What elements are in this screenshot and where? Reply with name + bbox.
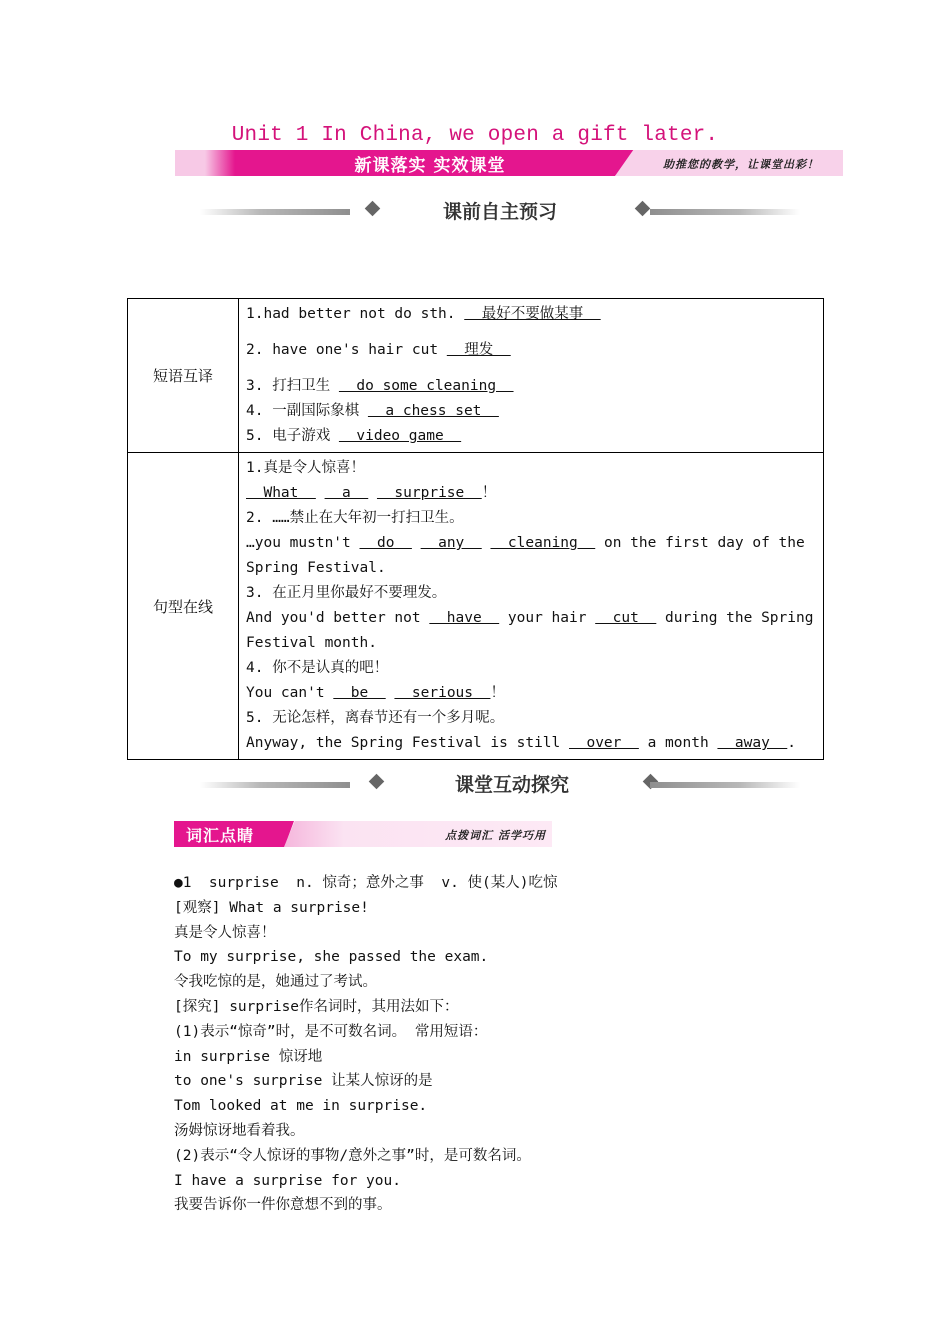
list-item: 3. 打扫卫生 do some cleaning xyxy=(246,378,514,394)
section-title: 课堂互动探究 xyxy=(454,774,569,796)
row-label: 短语互译 xyxy=(128,299,239,453)
body-line: 汤姆惊讶地看着我。 xyxy=(174,1122,305,1139)
preview-table xyxy=(127,298,824,760)
body-line: Tom looked at me in surprise. xyxy=(174,1098,428,1115)
answer-blank: serious xyxy=(394,685,491,701)
table-row xyxy=(128,299,824,453)
body-line: (1)表示“惊奇”时，是不可数名词。 常用短语： xyxy=(174,1023,488,1040)
body-line: to one's surprise 让某人惊讶的是 xyxy=(174,1073,433,1090)
answer-blank: cut xyxy=(595,610,657,626)
answer-blank: surprise xyxy=(376,485,482,501)
answer-blank: have xyxy=(429,610,500,626)
answer-blank: over xyxy=(569,735,639,751)
banner-tagline: 助推您的教学，让课堂出彩！ xyxy=(663,158,819,171)
answer-blank: do some cleaning xyxy=(338,378,514,394)
answer-blank: do xyxy=(359,535,412,551)
body-line: 我要告诉你一件你意想不到的事。 xyxy=(174,1197,392,1214)
section-header-preview xyxy=(200,197,800,227)
body-line: 令我吃惊的是，她通过了考试。 xyxy=(174,974,377,991)
answer-blank: What xyxy=(246,485,316,501)
sentences-cell: 1.真是令人惊喜！ What a surprise ！ 2. ……禁止在大年初一打扫卫生。 …you mustn't do any cleaning on the first day of the Spring Festival. 3. 在正月里你最好不要理发。 And you'd better not have your hair cut during the Spring Festival month. 4. 你不是认真的吧！ You can't be serious ！ 5. 无论怎样，离春节还有一个多月呢。 Anyway, the Spring Festival is still over a month away . xyxy=(239,453,824,760)
body-line: I have a surprise for you. xyxy=(174,1172,401,1189)
answer-blank: be xyxy=(333,685,386,701)
list-item: 5. 电子游戏 video game xyxy=(246,428,462,444)
body-line: ●1 surprise n. 惊奇；意外之事 v. 使(某人)吃惊 xyxy=(174,875,558,891)
answer-blank: video game xyxy=(338,428,462,444)
answer-blank: cleaning xyxy=(490,535,596,551)
answer-blank: 理发 xyxy=(446,342,511,358)
answer-blank: 最好不要做某事 xyxy=(464,306,601,322)
row-label: 句型在线 xyxy=(128,453,239,760)
answer-blank: a xyxy=(324,485,369,501)
answer-blank: a chess set xyxy=(367,403,499,419)
list-item: 1.had better not do sth. 最好不要做某事 xyxy=(246,306,601,322)
vocab-body xyxy=(174,871,874,1218)
phrases-cell xyxy=(239,299,824,453)
vocab-title: 词汇点睛 xyxy=(186,826,255,845)
body-line: in surprise 惊讶地 xyxy=(174,1048,323,1065)
body-line: To my surprise, she passed the exam. xyxy=(174,949,489,966)
body-line: (2)表示“令人惊讶的事物/意外之事”时，是可数名词。 xyxy=(174,1147,531,1164)
body-line: [观察] What a surprise! xyxy=(174,899,369,916)
divider-line xyxy=(650,209,800,215)
vocab-tag xyxy=(174,821,552,847)
banner-slogan: 新课落实 实效课堂 xyxy=(354,156,506,176)
section-header-interactive xyxy=(200,770,800,800)
answer-blank: any xyxy=(420,535,482,551)
vocab-subtitle: 点拨词汇 活学巧用 xyxy=(445,829,546,842)
divider-line xyxy=(650,782,800,788)
section-title: 课前自主预习 xyxy=(442,201,557,223)
answer-blank: away xyxy=(717,735,788,751)
body-line: [探究] surprise作名词时，其用法如下： xyxy=(174,998,459,1015)
course-banner xyxy=(175,150,843,176)
table-row xyxy=(128,453,824,760)
list-item: 4. 一副国际象棋 a chess set xyxy=(246,403,499,419)
unit-title: Unit 1 In China, we open a gift later. xyxy=(231,124,719,147)
list-item: 2. have one's hair cut 理发 xyxy=(246,342,511,358)
body-line: 真是令人惊喜！ xyxy=(174,924,276,941)
